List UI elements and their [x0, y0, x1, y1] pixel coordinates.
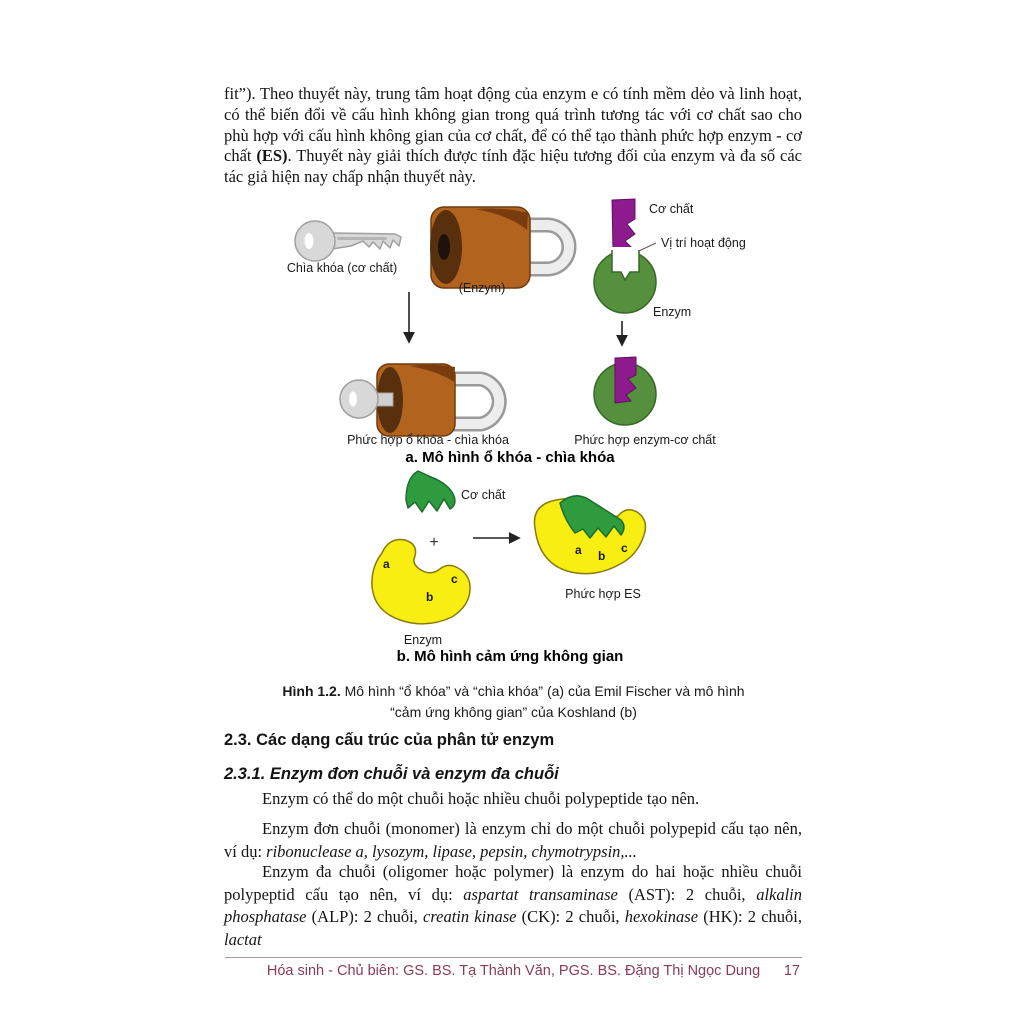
oligomer-text: (AST): 2 chuỗi,	[617, 884, 757, 904]
es-complex-label: Phức hợp ES	[565, 587, 641, 601]
site-b-label: b	[598, 549, 606, 563]
paragraph-oligomer	[224, 861, 802, 951]
enzyme-name-italic: lactat	[224, 929, 262, 949]
enzyme-name-italic: aspartat transaminase	[463, 884, 618, 904]
section-heading-2-3-1: 2.3.1. Enzym đơn chuỗi và enzym đa chuỗi	[224, 765, 559, 783]
lock-key-complex	[340, 364, 499, 436]
oligomer-text: (HK): 2 chuỗi,	[698, 907, 803, 926]
enzyme-circle	[594, 247, 656, 313]
page-number: 17	[783, 963, 800, 979]
diagram-b-caption: b. Mô hình cảm ứng không gian	[396, 648, 624, 665]
footer-text: Hóa sinh - Chủ biên: GS. BS. Tạ Thành Văn, PGS. BS. Đặng Thị Ngọc Dung	[266, 963, 761, 979]
substrate-label: Cơ chất	[649, 202, 694, 216]
lock-key-complex-label: Phức hợp ổ khóa - chìa khóa	[347, 433, 509, 447]
substrate-b-label: Cơ chất	[461, 488, 506, 502]
monomer-text: Enzym đơn chuỗi (monomer) là enzym chỉ do một chuỗi polypepid cấu tạo nên, ví dụ:	[224, 819, 802, 861]
plus-sign: +	[429, 534, 439, 551]
footer	[225, 963, 802, 979]
enzyme-name-italic: alkalin phosphatase	[224, 884, 803, 926]
key-icon	[295, 221, 401, 261]
site-c-label: c	[451, 572, 458, 586]
site-a-label: a	[383, 557, 390, 571]
es-abbrev-bold: (ES)	[256, 146, 288, 166]
oligomer-text: (ALP): 2 chuỗi,	[306, 907, 423, 926]
figure-caption-line1	[225, 681, 802, 702]
enzyme-substrate-complex	[594, 357, 656, 425]
site-a-label: a	[575, 543, 582, 557]
intro-text-after: . Thuyết này giải thích được tính đặc hiệu tương đối của enzym và đa số các tác giả hiện nay chấp nhận thuyết này.	[224, 146, 803, 187]
oligomer-text: (CK): 2 chuỗi,	[516, 907, 625, 926]
enzyme-name-italic: hexokinase	[624, 907, 699, 926]
enzyme-label: Enzym	[653, 305, 692, 319]
section-heading-2-3: 2.3. Các dạng cấu trúc của phân tử enzym	[224, 731, 555, 749]
footer-divider	[225, 957, 802, 958]
monomer-examples-italic: ribonuclease a, lysozym, lipase, pepsin, chymotrypsin,...	[266, 841, 637, 861]
key-label: Chìa khóa (cơ chất)	[286, 261, 398, 275]
enzyme-b-label: Enzym	[403, 633, 443, 647]
enzyme-substrate-complex-label: Phức hợp enzym-cơ chất	[574, 433, 716, 447]
figure-caption	[225, 681, 802, 723]
substrate-shape	[612, 199, 635, 251]
site-b-label: b	[426, 590, 434, 604]
intro-text: fit”). Theo thuyết này, trung tâm hoạt động của enzym e có tính mềm dẻo và linh hoạt, có thể biến đổi về cấu hình không gian trong quá trình tương tác với cơ chất sao cho phù hợp với cấu hình không gian của cơ chất, để có thể tạo thành phức hợp enzym - cơ chất	[224, 84, 802, 166]
enzyme-name-italic: creatin kinase	[423, 907, 517, 926]
diagram-lock-key-model	[225, 195, 802, 470]
oligomer-text: Enzym đa chuỗi (oligomer hoặc polymer) là enzym do hai hoặc nhiều chuỗi polypeptid cấu tạo nên, ví dụ:	[224, 862, 802, 904]
active-site-label: Vị trí hoạt động	[661, 236, 746, 250]
site-c-label: c	[621, 541, 628, 555]
figure-caption-line2: “cảm ứng không gian” của Koshland (b)	[390, 704, 637, 720]
paragraph-single-chain: Enzym có thể do một chuỗi hoặc nhiều chuỗi polypeptide tạo nên.	[262, 789, 700, 808]
es-complex-shape	[534, 496, 645, 574]
substrate-b-shape	[406, 471, 455, 512]
diagram-a-caption: a. Mô hình ổ khóa - chìa khóa	[405, 449, 615, 466]
lock-icon	[430, 207, 569, 288]
enzyme-b-shape	[372, 540, 470, 624]
intro-paragraph	[224, 84, 802, 188]
figure-number: Hình 1.2.	[282, 683, 341, 699]
lock-label: (Enzym)	[458, 281, 506, 295]
paragraph-monomer	[224, 818, 802, 863]
figure-caption-text: Mô hình “ổ khóa” và “chìa khóa” (a) của Emil Fischer và mô hình	[340, 683, 745, 699]
diagram-induced-fit-model	[225, 468, 802, 673]
